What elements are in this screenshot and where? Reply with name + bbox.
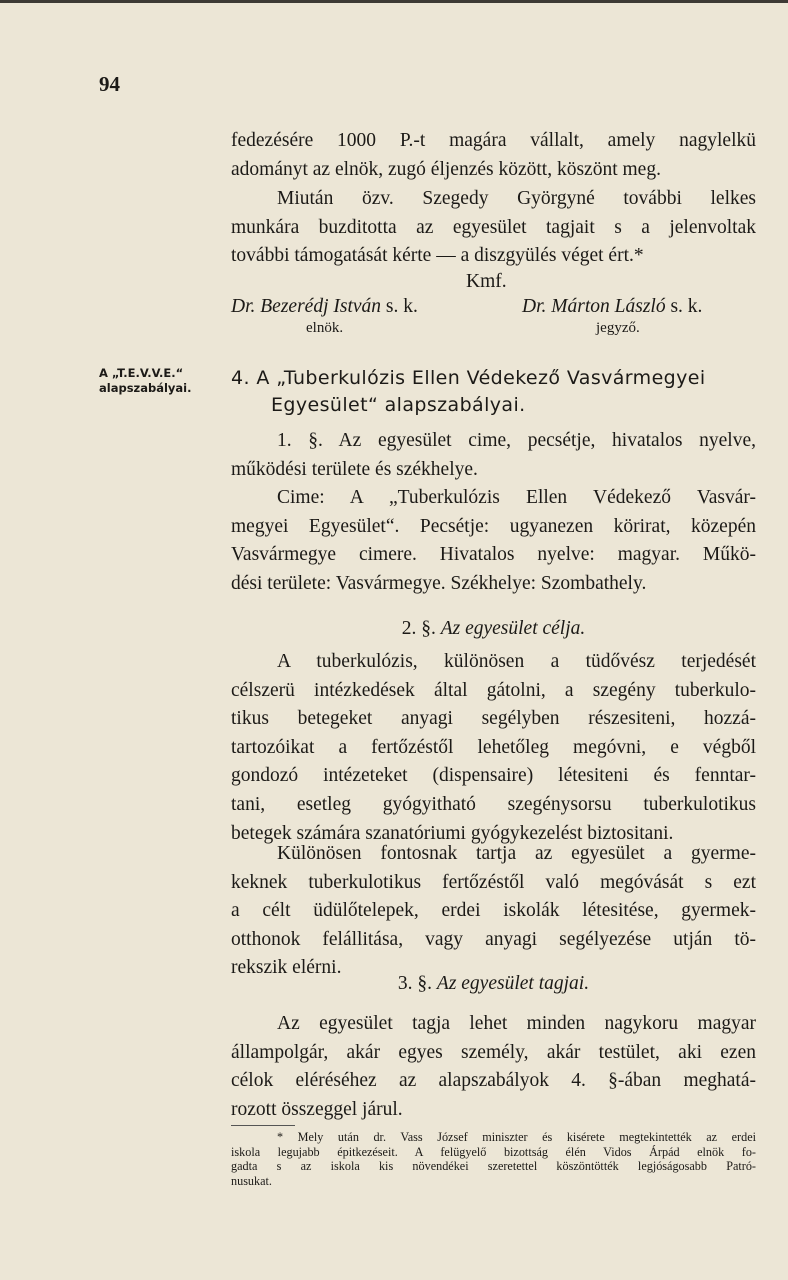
paragraph-2-body-2: [231, 840, 756, 983]
section-title: Az egyesület célja.: [440, 618, 586, 639]
text-line: Cime: A „Tuberkulózis Ellen Védekező Vasvár-: [277, 487, 756, 508]
signature-right: [522, 296, 702, 318]
signature-right-suffix: s. k.: [670, 296, 703, 317]
page-top-border: [0, 0, 788, 3]
section-heading: [231, 365, 756, 419]
section-title: Az egyesület tagjai.: [436, 973, 590, 994]
text-line: Különösen fontosnak tartja az egyesület a gyerme-: [277, 843, 756, 864]
closing-paragraph: [231, 185, 756, 271]
signature-right-name: Dr. Márton László: [522, 296, 666, 317]
text-line: betegek számára szanatóriumi gyógykezelést biztositani.: [231, 822, 674, 844]
paragraph-2-title: [231, 618, 756, 640]
paragraph-1-title: [231, 427, 756, 484]
text-line: otthonok felállitása, vagy anyagi segélyezése utján tö-: [231, 928, 756, 950]
text-line: gondozó intézeteket (dispensaire) létesiteni és fenntar-: [231, 765, 756, 787]
footnote-line: nusukat.: [231, 1173, 272, 1188]
continued-paragraph: [231, 127, 756, 184]
signature-left-suffix: s. k.: [385, 296, 418, 317]
text-line: rozott összeggel járul.: [231, 1098, 403, 1120]
text-line: Az egyesület tagja lehet minden nagykoru magyar: [277, 1013, 756, 1034]
section-heading-line-1: 4. A „Tuberkulózis Ellen Védekező Vasvármegyei: [231, 367, 706, 389]
section-number: 2. §.: [401, 618, 436, 639]
text-line: Miután özv. Szegedy Györgyné további lelkes: [277, 188, 756, 209]
footnote-line: * Mely után dr. Vass József miniszter és kisérete megtekintették az erdei: [277, 1130, 756, 1144]
text-line: tartozóikat a fertőzéstől lehetőleg megóvni, e végből: [231, 736, 756, 758]
footnote-line: gadta s az iskola kis növendékei szeretettel köszöntötték legjóságosabb Patró-: [231, 1159, 756, 1173]
text-line: munkára buzditotta az egyesület tagjait s a jelenvoltak: [231, 216, 756, 238]
section-number: 3. §.: [397, 973, 433, 994]
text-line: tani, esetleg gyógyitható szegénysorsu tuberkulotikus: [231, 793, 756, 815]
paragraph-3-title: [231, 973, 756, 995]
margin-note-line: A „T.E.V.V.E.“: [99, 366, 184, 380]
text-line: megyei Egyesület“. Pecsétje: ugyanezen körirat, közepén: [231, 515, 756, 537]
page-number: 94: [99, 72, 120, 96]
text-line: további támogatását kérte — a diszgyülés véget ért.*: [231, 245, 644, 267]
text-line: fedezésére 1000 P.-t magára vállalt, amely nagylelkü: [231, 130, 756, 151]
margin-note-line: alapszabályai.: [99, 381, 192, 395]
text-line: adományt az elnök, zugó éljenzés között, köszönt meg.: [231, 158, 661, 180]
signature-left-role: elnök.: [306, 320, 344, 336]
text-line: a célt üdülőtelepek, erdei iskolák létesitése, gyermek-: [231, 900, 756, 922]
paragraph-3-body: [231, 1010, 756, 1124]
signature-right-role: jegyző.: [596, 320, 640, 336]
kmf-note: Kmf.: [466, 271, 507, 292]
text-line: célok eléréséhez az alapszabályok 4. §-ában meghatá-: [231, 1070, 756, 1092]
paragraph-1-body: [231, 484, 756, 598]
text-line: célszerü intézkedések által gátolni, a szegény tuberkulo-: [231, 679, 756, 701]
text-line: dési területe: Vasvármegye. Székhelye: Szombathely.: [231, 572, 647, 594]
text-line: állampolgár, akár egyes személy, akár testület, aki ezen: [231, 1041, 756, 1063]
text-line: Vasvármegye cimere. Hivatalos nyelve: magyar. Műkö-: [231, 544, 756, 566]
margin-note: [99, 366, 192, 396]
signature-left: [231, 296, 418, 318]
section-heading-line-2: Egyesület“ alapszabályai.: [271, 394, 526, 416]
paragraph-2-body: [231, 648, 756, 848]
text-line: rekszik elérni.: [231, 957, 342, 979]
footnote-rule: [231, 1125, 295, 1126]
text-line: 1. §. Az egyesület cime, pecsétje, hivatalos nyelve,: [277, 430, 756, 451]
text-line: keknek tuberkulotikus fertőzéstől való megóvását s ezt: [231, 871, 756, 893]
text-line: működési területe és székhelye.: [231, 458, 478, 480]
text-line: tikus betegeket anyagi segélyben részesiteni, hozzá-: [231, 708, 756, 730]
signature-left-name: Dr. Bezerédj István: [231, 296, 382, 317]
text-line: A tuberkulózis, különösen a tüdővész terjedését: [277, 651, 756, 672]
footnote: [231, 1130, 756, 1188]
footnote-line: iskola legujabb épitkezéseit. A felügyelő bizottság élén Vidos Árpád elnök fo-: [231, 1144, 756, 1159]
